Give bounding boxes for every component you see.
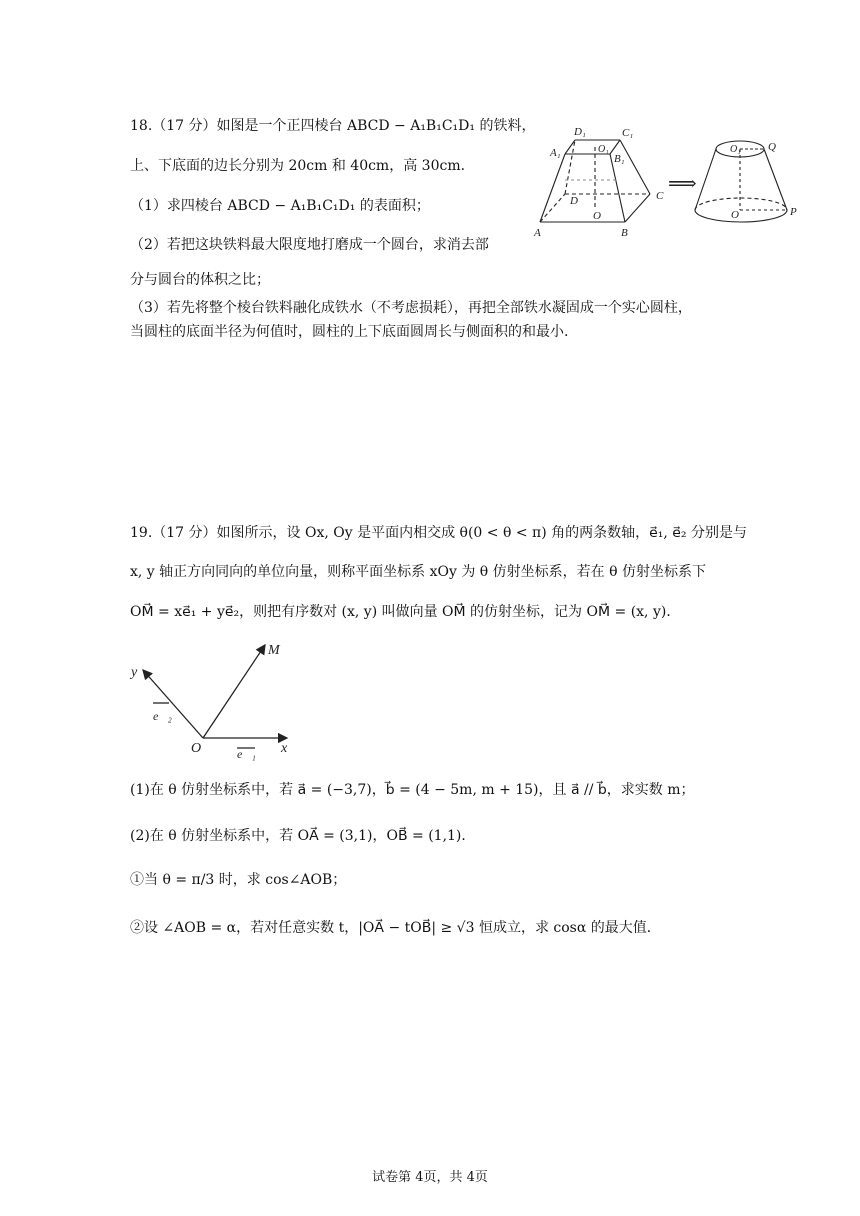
label-C: C bbox=[656, 190, 664, 202]
q19-sub1: ①当 θ = π/3 时，求 cos∠AOB； bbox=[130, 872, 347, 888]
label-D1: D₁ bbox=[574, 126, 586, 138]
label-A: A bbox=[534, 227, 541, 239]
label-x-axis: x bbox=[281, 741, 288, 756]
q18-line1: 18.（17 分）如图是一个正四棱台 ABCD − A₁B₁C₁D₁ 的铁料， bbox=[130, 118, 536, 134]
label-C1: C₁ bbox=[622, 127, 634, 139]
q18-line2: 上、下底面的边长分别为 20cm 和 40cm，高 30cm． bbox=[130, 158, 475, 174]
q18-part2-line1: （2）若把这块铁料最大限度地打磨成一个圆台，求消去部 bbox=[130, 237, 489, 253]
label-frustum-O: O bbox=[731, 209, 739, 221]
q18-frustum-figure bbox=[530, 122, 820, 252]
q19-line3: OM⃗ = xe⃗₁ + ye⃗₂，则把有序数对 (x, y) 叫做向量 OM⃗ 的仿射坐标，记为 OM⃗ = (x, y)． bbox=[130, 604, 681, 620]
q19-part2: (2)在 θ 仿射坐标系中，若 OA⃗ = (3,1)，OB⃗ = (1,1)． bbox=[130, 828, 476, 844]
q18-part3-line1: （3）若先将整个棱台铁料融化成铁水（不考虑损耗），再把全部铁水凝固成一个实心圆柱， bbox=[130, 300, 692, 316]
q18-part1: （1）求四棱台 ABCD − A₁B₁C₁D₁ 的表面积； bbox=[130, 198, 430, 214]
q19-line2: x, y 轴正方向同向的单位向量，则称平面坐标系 xOy 为 θ 仿射坐标系，若在 θ 仿射坐标系下 bbox=[130, 564, 706, 580]
label-B: B bbox=[621, 227, 628, 239]
q19-part1: (1)在 θ 仿射坐标系中，若 a⃗ = (−3,7)，b⃗ = (4 − 5m, m + 15)，且 a⃗ // b⃗，求实数 m； bbox=[130, 782, 695, 798]
label-e1: e⃗₁ bbox=[237, 747, 256, 761]
page-footer: 试卷第 4页，共 4页 bbox=[372, 1170, 488, 1185]
label-O1: O₁ bbox=[598, 144, 609, 155]
q19-sub2: ②设 ∠AOB = α，若对任意实数 t，|OA⃗ − tOB⃗| ≥ √3 恒成立，求 cosα 的最大值． bbox=[130, 920, 661, 936]
label-origin-O: O bbox=[191, 741, 202, 756]
label-frustum-P: P bbox=[790, 206, 797, 218]
q18-part2-line2: 分与圆台的体积之比； bbox=[130, 272, 270, 288]
label-O: O bbox=[593, 210, 601, 222]
label-frustum-O1: O₁ bbox=[730, 144, 741, 155]
transform-arrow-icon: ⟹ bbox=[668, 173, 697, 195]
q19-line1: 19.（17 分）如图所示，设 Ox, Oy 是平面内相交成 θ(0 < θ < π) 角的两条数轴，e⃗₁, e⃗₂ 分别是与 bbox=[130, 525, 747, 541]
label-A1: A₁ bbox=[550, 147, 561, 159]
q19-affine-coordinate-figure bbox=[125, 640, 305, 765]
label-M: M bbox=[268, 643, 280, 658]
label-e2: e⃗₂ bbox=[153, 709, 172, 723]
label-y-axis: y bbox=[131, 665, 138, 680]
label-B1: B₁ bbox=[614, 153, 625, 165]
label-D: D bbox=[570, 195, 578, 207]
q18-part3-line2: 当圆柱的底面半径为何值时，圆柱的上下底面圆周长与侧面积的和最小. bbox=[130, 324, 569, 340]
label-frustum-Q: Q bbox=[768, 141, 776, 153]
